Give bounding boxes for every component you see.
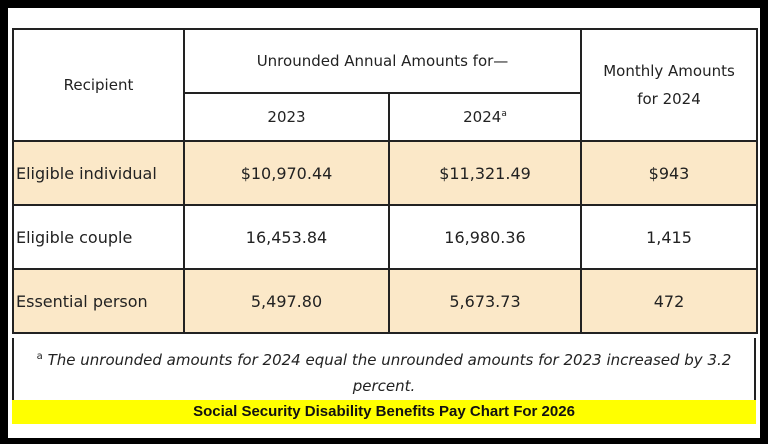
unrounded-header: Unrounded Annual Amounts for— (184, 29, 581, 93)
table-row (13, 141, 757, 205)
monthly-amount-cell: 472 (581, 269, 757, 333)
footnote-text: The unrounded amounts for 2024 equal the unrounded amounts for 2023 increased by 3.2 percent. (47, 351, 732, 395)
document-frame (8, 8, 760, 438)
year-2023-header: 2023 (184, 93, 389, 141)
table-row (13, 269, 757, 333)
monthly-header-label: Monthly Amounts for 2024 (603, 62, 735, 108)
amount-2023-cell: $10,970.44 (184, 141, 389, 205)
recipient-header: Recipient (13, 29, 184, 141)
amount-2023-cell: 5,497.80 (184, 269, 389, 333)
benefits-table (12, 28, 758, 334)
recipient-cell: Eligible couple (13, 205, 184, 269)
header-row (13, 29, 757, 93)
caption-banner: Social Security Disability Benefits Pay Chart For 2026 (12, 400, 756, 424)
amount-2024-cell: 5,673.73 (389, 269, 581, 333)
recipient-cell: Eligible individual (13, 141, 184, 205)
monthly-header (581, 29, 757, 141)
monthly-amount-cell: $943 (581, 141, 757, 205)
amount-2024-cell: $11,321.49 (389, 141, 581, 205)
year-2024-header (389, 93, 581, 141)
footnote-mark: a (501, 109, 507, 119)
amount-2024-cell: 16,980.36 (389, 205, 581, 269)
recipient-cell: Essential person (13, 269, 184, 333)
footnote (12, 338, 756, 400)
year-2024-label: 2024 (463, 108, 502, 126)
footnote-marker: a (36, 351, 43, 362)
amount-2023-cell: 16,453.84 (184, 205, 389, 269)
table-row (13, 205, 757, 269)
monthly-amount-cell: 1,415 (581, 205, 757, 269)
